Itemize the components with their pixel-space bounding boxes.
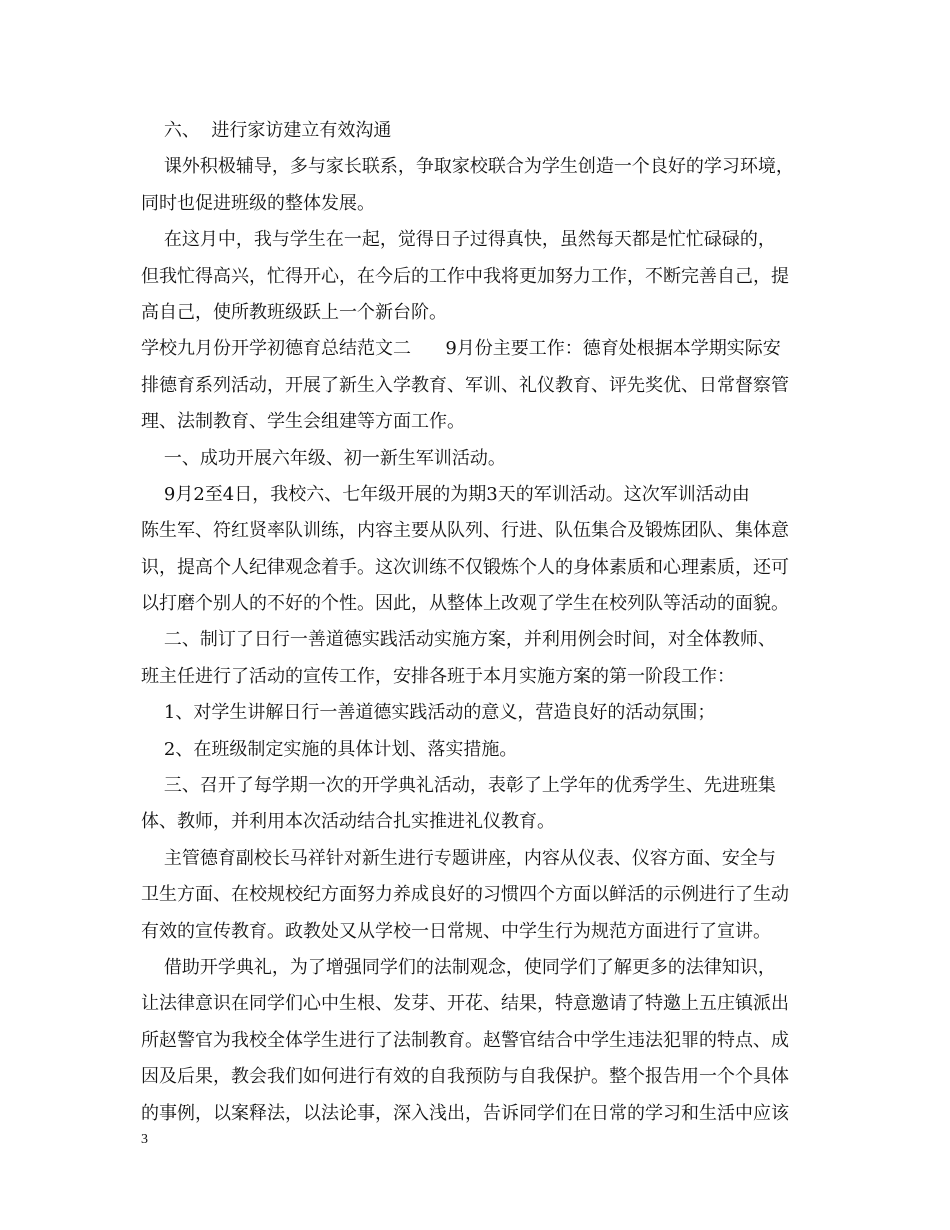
text-line: 学校九月份开学初德育总结范文二 9月份主要工作：德育处根据本学期实际安 xyxy=(141,338,781,360)
document-body xyxy=(141,113,811,1132)
text-line: 所赵警官为我校全体学生进行了法制教育。赵警官结合中学生违法犯罪的特点、成 xyxy=(141,1029,789,1051)
text-line: 高自己，使所教班级跃上一个新台阶。 xyxy=(141,301,447,323)
text-line: 卫生方面、在校规校纪方面努力养成良好的习惯四个方面以鲜活的示例进行了生动 xyxy=(141,884,789,906)
text-line: 以打磨个别人的不好的个性。因此，从整体上改观了学生在校列队等活动的面貌。 xyxy=(141,593,789,615)
text-line: 课外积极辅导，多与家长联系，争取家校联合为学生创造一个良好的学习环境， xyxy=(141,156,794,178)
text-line: 同时也促进班级的整体发展。 xyxy=(141,192,375,214)
text-line: 二、制订了日行一善道德实践活动实施方案，并利用例会时间，对全体教师、 xyxy=(141,629,776,651)
text-line: 在这月中，我与学生在一起，觉得日子过得真快，虽然每天都是忙忙碌碌的， xyxy=(141,229,776,251)
text-line: 9月2至4日，我校六、七年级开展的为期3天的军训活动。这次军训活动由 xyxy=(141,483,750,505)
text-line: 体、教师，并利用本次活动结合扎实推进礼仪教育。 xyxy=(141,811,555,833)
text-line: 的事例，以案释法，以法论事，深入浅出，告诉同学们在日常的学习和生活中应该 xyxy=(141,1102,789,1124)
text-line: 让法律意识在同学们心中生根、发芽、开花、结果，特意邀请了特邀上五庄镇派出 xyxy=(141,993,789,1015)
text-line: 一、成功开展六年级、初一新生军训活动。 xyxy=(141,447,506,469)
text-line: 2、在班级制定实施的具体计划、落实措施。 xyxy=(141,738,518,760)
text-line: 陈生军、符红贤率队训练，内容主要从队列、行进、队伍集合及锻炼团队、集体意 xyxy=(141,520,789,542)
text-line: 主管德育副校长马祥针对新生进行专题讲座，内容从仪表、仪容方面、安全与 xyxy=(141,847,776,869)
text-line: 借助开学典礼，为了增强同学们的法制观念，使同学们了解更多的法律知识， xyxy=(141,956,776,978)
text-line: 但我忙得高兴，忙得开心，在今后的工作中我将更加努力工作，不断完善自己，提 xyxy=(141,265,789,287)
text-line: 识，提高个人纪律观念着手。这次训练不仅锻炼个人的身体素质和心理素质，还可 xyxy=(141,556,789,578)
page-number: 3 xyxy=(141,1132,148,1147)
text-line: 有效的宣传教育。政教处又从学校一日常规、中学生行为规范方面进行了宣讲。 xyxy=(141,920,771,942)
text-line: 因及后果，教会我们如何进行有效的自我预防与自我保护。整个报告用一个个具体 xyxy=(141,1066,789,1088)
text-line: 六、 进行家访建立有效沟通 xyxy=(141,120,392,141)
text-line: 排德育系列活动，开展了新生入学教育、军训、礼仪教育、评先奖优、日常督察管 xyxy=(141,374,789,396)
text-line: 班主任进行了活动的宣传工作，安排各班于本月实施方案的第一阶段工作： xyxy=(141,665,735,687)
text-line: 三、召开了每学期一次的开学典礼活动，表彰了上学年的优秀学生、先进班集 xyxy=(141,775,776,797)
text-line: 1、对学生讲解日行一善道德实践活动的意义，营造良好的活动氛围； xyxy=(141,702,716,724)
text-line: 理、法制教育、学生会组建等方面工作。 xyxy=(141,411,465,433)
